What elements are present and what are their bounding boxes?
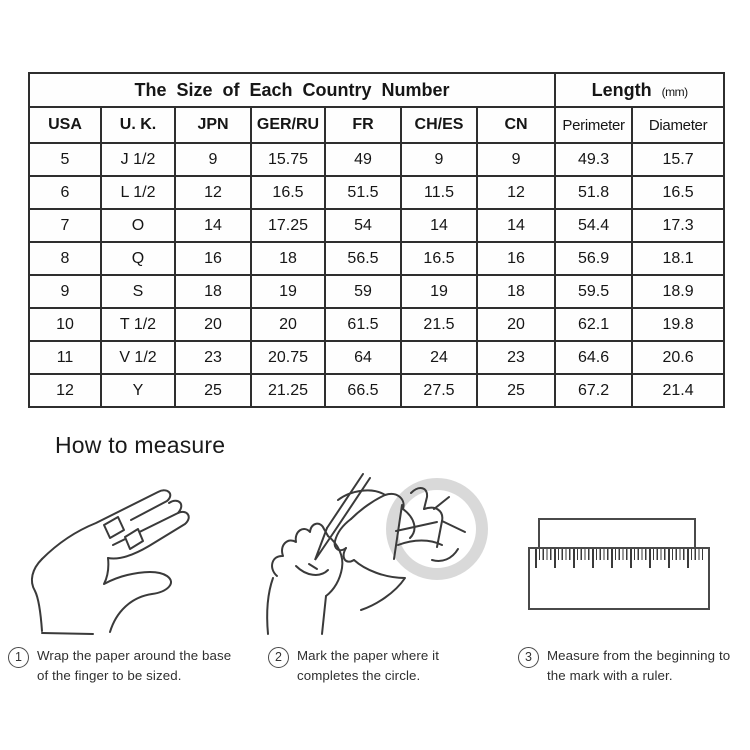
- table-cell: 10: [29, 308, 101, 341]
- ring-size-conversion-table: [28, 72, 725, 408]
- step-2-number-badge: 2: [268, 647, 289, 668]
- table-cell: 21.25: [251, 374, 325, 407]
- step-1-text: Wrap the paper around the base of the finger to be sized.: [37, 648, 232, 683]
- column-header-ch-es: CH/ES: [401, 107, 477, 143]
- mark-paper-illustration: [243, 466, 505, 648]
- step-3-text: Measure from the beginning to the mark with a ruler.: [547, 648, 731, 683]
- table-cell: 17.3: [632, 209, 724, 242]
- table-row: [29, 374, 724, 407]
- table-cell: 18.9: [632, 275, 724, 308]
- column-header-perimeter: Perimeter: [555, 107, 632, 143]
- table-cell: 64: [325, 341, 401, 374]
- table-cell: T 1/2: [101, 308, 175, 341]
- table-cell: 25: [175, 374, 251, 407]
- pen-shape: [315, 474, 370, 560]
- table-cell: 56.9: [555, 242, 632, 275]
- table-cell: 15.75: [251, 143, 325, 176]
- table-cell: 15.7: [632, 143, 724, 176]
- column-header-ger-ru: GER/RU: [251, 107, 325, 143]
- table-cell: 20: [251, 308, 325, 341]
- column-header-diameter: Diameter: [632, 107, 724, 143]
- column-header-usa: USA: [29, 107, 101, 143]
- column-header-jpn: JPN: [175, 107, 251, 143]
- step-2-text: Mark the paper where it completes the circle.: [297, 648, 439, 683]
- table-cell: 20.75: [251, 341, 325, 374]
- table-row: [29, 242, 724, 275]
- table-cell: 14: [477, 209, 555, 242]
- column-header-cn: CN: [477, 107, 555, 143]
- hand-paper-sketch-icon: [12, 473, 234, 649]
- table-cell: 14: [401, 209, 477, 242]
- ruler-illustration: [528, 518, 712, 610]
- step-3-number-badge: 3: [518, 647, 539, 668]
- table-cell: 54: [325, 209, 401, 242]
- table-cell: 19: [401, 275, 477, 308]
- table-cell: 51.8: [555, 176, 632, 209]
- pen-mark: [309, 564, 317, 569]
- table-row: [29, 176, 724, 209]
- table-cell: 56.5: [325, 242, 401, 275]
- table-cell: 24: [401, 341, 477, 374]
- table-cell: 12: [477, 176, 555, 209]
- table-cell: 16: [175, 242, 251, 275]
- table-cell: 54.4: [555, 209, 632, 242]
- table-cell: 9: [175, 143, 251, 176]
- table-cell: 20: [175, 308, 251, 341]
- paper-band-shape: [104, 517, 143, 549]
- table-cell: 23: [175, 341, 251, 374]
- table-cell: 8: [29, 242, 101, 275]
- table-cell: 59: [325, 275, 401, 308]
- step-2: [268, 646, 473, 686]
- table-cell: J 1/2: [101, 143, 175, 176]
- table-cell: 12: [175, 176, 251, 209]
- ruler-tick-marks: [535, 549, 703, 569]
- step-1-number-badge: 1: [8, 647, 29, 668]
- table-cell: 9: [477, 143, 555, 176]
- table-cell: 19: [251, 275, 325, 308]
- how-to-measure-heading: How to measure: [55, 432, 226, 458]
- table-cell: 5: [29, 143, 101, 176]
- table-cell: 23: [477, 341, 555, 374]
- table-row: [29, 275, 724, 308]
- table-row: [29, 341, 724, 374]
- table-cell: 16.5: [251, 176, 325, 209]
- table-cell: 9: [29, 275, 101, 308]
- table-column-header-row: [29, 107, 724, 143]
- table-cell: 18: [175, 275, 251, 308]
- table-cell: 11: [29, 341, 101, 374]
- table-cell: 14: [175, 209, 251, 242]
- step-3: [518, 646, 746, 686]
- table-cell: 49.3: [555, 143, 632, 176]
- table-cell: 21.5: [401, 308, 477, 341]
- length-unit: (mm): [661, 84, 688, 99]
- table-cell: Q: [101, 242, 175, 275]
- table-cell: 16.5: [632, 176, 724, 209]
- table-cell: 18: [251, 242, 325, 275]
- table-cell: 64.6: [555, 341, 632, 374]
- table-cell: 18: [477, 275, 555, 308]
- table-cell: 16: [477, 242, 555, 275]
- table-cell: 51.5: [325, 176, 401, 209]
- table-cell: L 1/2: [101, 176, 175, 209]
- table-cell: 18.1: [632, 242, 724, 275]
- step-1: [8, 646, 238, 686]
- table-cell: 6: [29, 176, 101, 209]
- table-cell: S: [101, 275, 175, 308]
- table-cell: 20: [477, 308, 555, 341]
- table-body: [29, 143, 724, 407]
- table-cell: 59.5: [555, 275, 632, 308]
- table-cell: 20.6: [632, 341, 724, 374]
- table-cell: 9: [401, 143, 477, 176]
- table-cell: O: [101, 209, 175, 242]
- paper-strip-shape: [538, 518, 696, 549]
- table-row: [29, 209, 724, 242]
- length-header: [555, 73, 724, 107]
- table-cell: 11.5: [401, 176, 477, 209]
- table-cell: 17.25: [251, 209, 325, 242]
- hand-with-paper-illustration: [12, 473, 234, 649]
- table-cell: 21.4: [632, 374, 724, 407]
- table-cell: V 1/2: [101, 341, 175, 374]
- table-title: The Size of Each Country Number: [29, 73, 555, 107]
- column-header-fr: FR: [325, 107, 401, 143]
- table-cell: Y: [101, 374, 175, 407]
- pen-marking-sketch-icon: [243, 466, 505, 648]
- ruler-shape: [528, 547, 710, 610]
- column-header-uk: U. K.: [101, 107, 175, 143]
- table-cell: 66.5: [325, 374, 401, 407]
- table-cell: 19.8: [632, 308, 724, 341]
- table-row: [29, 308, 724, 341]
- table-cell: 61.5: [325, 308, 401, 341]
- table-row: [29, 143, 724, 176]
- table-cell: 25: [477, 374, 555, 407]
- table-cell: 16.5: [401, 242, 477, 275]
- table-cell: 7: [29, 209, 101, 242]
- table-cell: 49: [325, 143, 401, 176]
- table-cell: 67.2: [555, 374, 632, 407]
- table-cell: 62.1: [555, 308, 632, 341]
- table-title-row: [29, 73, 724, 107]
- table-cell: 12: [29, 374, 101, 407]
- table-cell: 27.5: [401, 374, 477, 407]
- length-label: Length: [591, 79, 652, 100]
